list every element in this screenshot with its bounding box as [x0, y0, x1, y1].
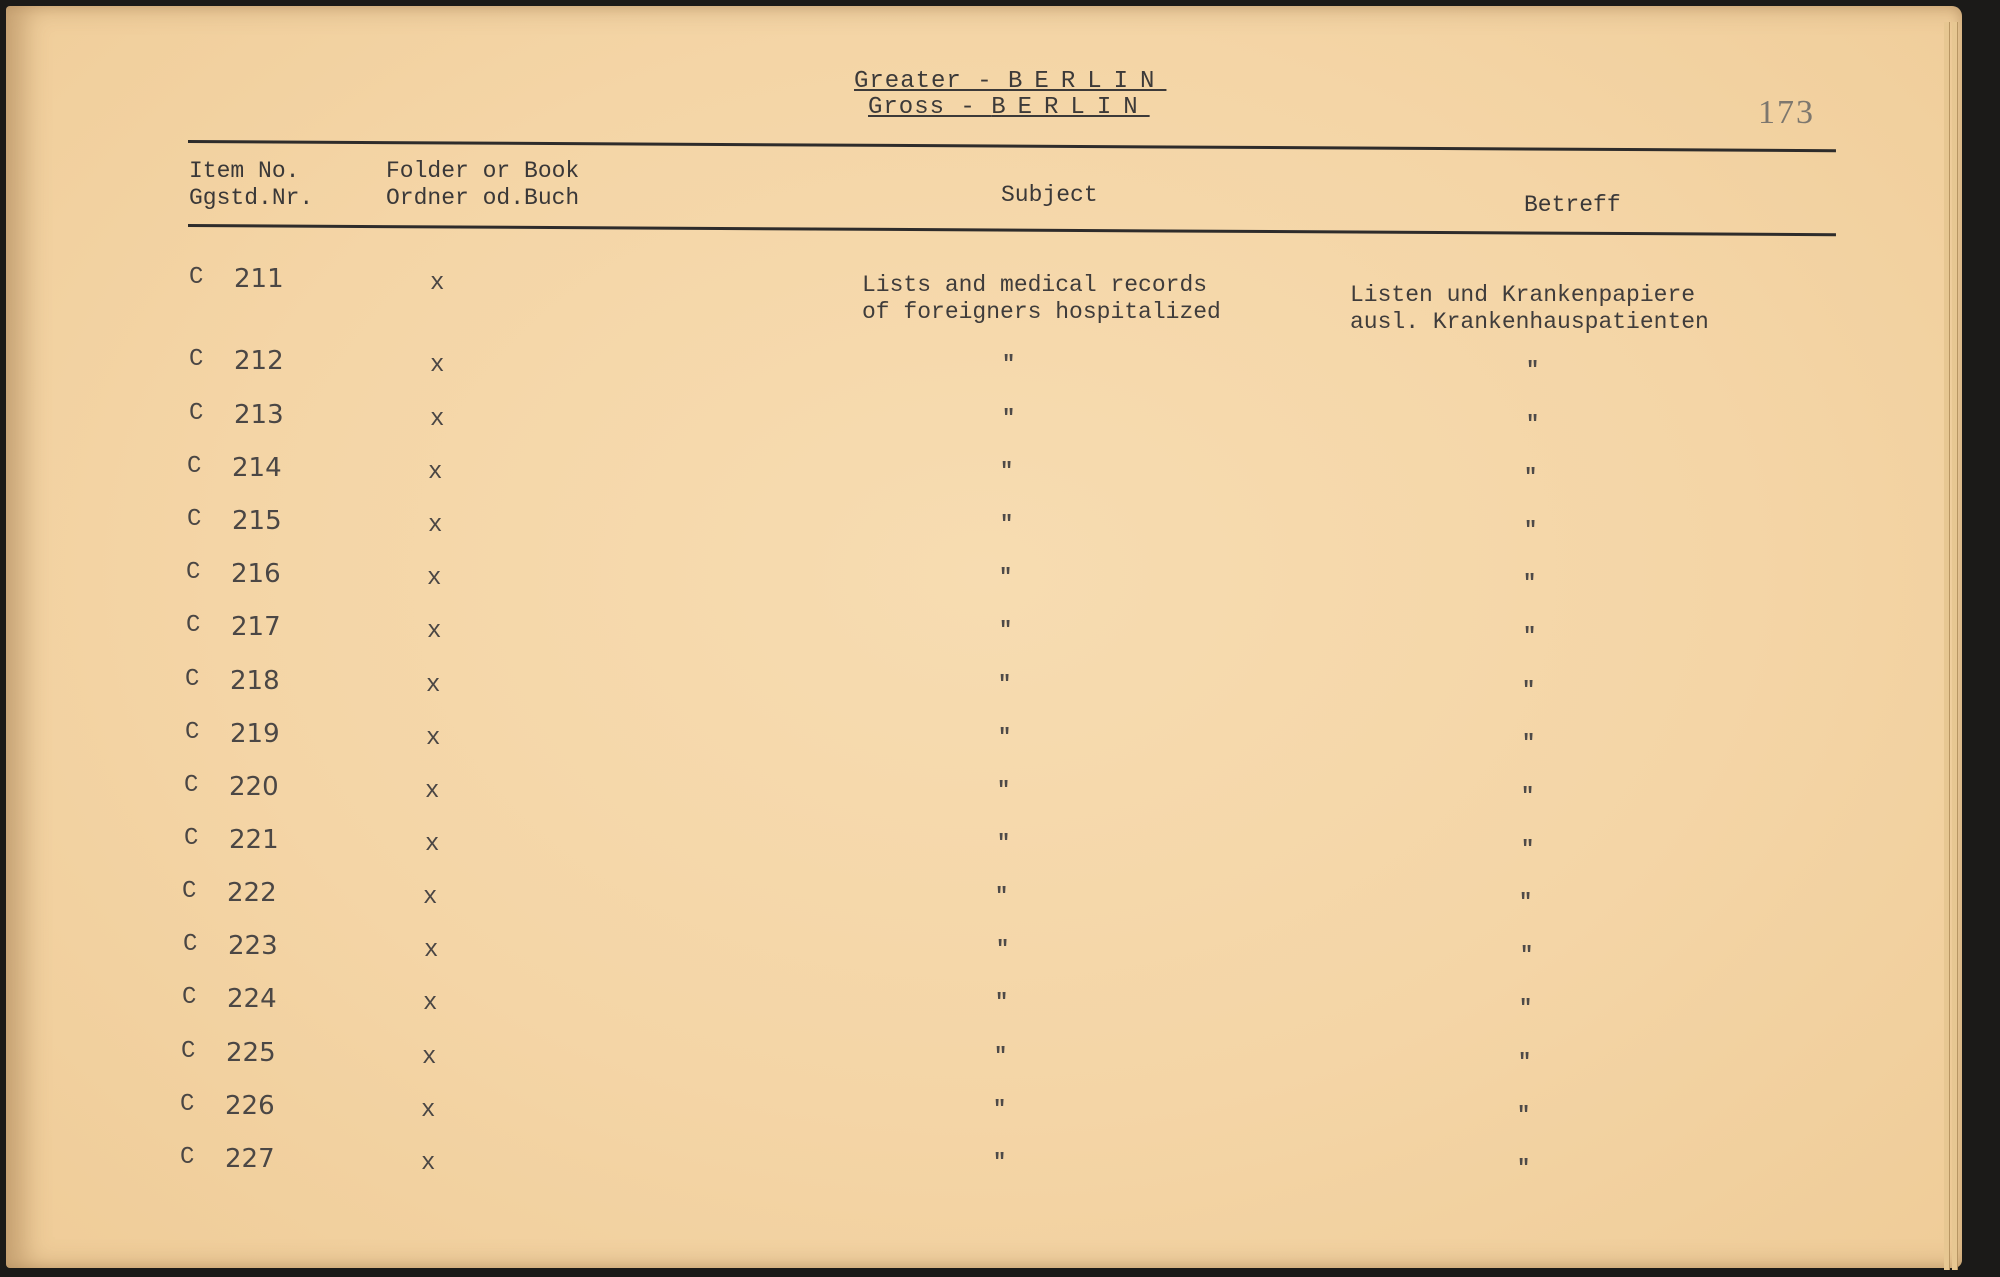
subject-ditto-mark: "	[995, 990, 1009, 1015]
subject-ditto-mark: "	[996, 937, 1010, 962]
betreff-ditto-mark: "	[1524, 518, 1538, 543]
item-number: 215	[232, 506, 282, 536]
item-number: 224	[227, 984, 277, 1014]
betreff-ditto-mark: "	[1520, 943, 1534, 968]
header-title-prefix: Greater -	[854, 68, 1009, 95]
item-number: 226	[225, 1091, 275, 1121]
header-title-city: BERLIN	[991, 94, 1150, 121]
item-prefix: C	[187, 506, 202, 533]
item-prefix: C	[180, 1091, 195, 1118]
folder-mark: x	[430, 406, 445, 433]
item-number: 216	[231, 559, 281, 589]
item-number: 219	[230, 719, 280, 749]
subject-ditto-mark: "	[997, 831, 1011, 856]
subject-ditto-mark: "	[999, 618, 1013, 643]
subject-ditto-mark: "	[993, 1150, 1007, 1175]
table-row	[6, 400, 1962, 440]
subject-ditto-mark: "	[997, 778, 1011, 803]
folder-mark: x	[425, 778, 440, 805]
betreff-ditto-mark: "	[1517, 1156, 1531, 1181]
folder-mark: x	[430, 352, 445, 379]
table-row	[0, 1144, 1953, 1184]
subject-ditto-mark: "	[998, 672, 1012, 697]
item-number: 223	[228, 931, 278, 961]
item-prefix: C	[189, 346, 204, 373]
table-row	[4, 453, 1960, 493]
betreff-ditto-mark: "	[1521, 784, 1535, 809]
item-number: 221	[229, 825, 279, 855]
subject-ditto-mark: "	[993, 1097, 1007, 1122]
item-number: 220	[229, 772, 279, 802]
header-title-german	[868, 94, 1150, 121]
header-title-english	[854, 68, 1166, 95]
subject-ditto-mark: "	[1002, 406, 1016, 431]
item-prefix: C	[185, 719, 200, 746]
item-prefix: C	[183, 931, 198, 958]
item-prefix: C	[186, 612, 201, 639]
betreff-ditto-mark: "	[1519, 890, 1533, 915]
folder-mark: x	[423, 990, 438, 1017]
betreff-ditto-mark: "	[1522, 678, 1536, 703]
folder-mark: x	[426, 672, 441, 699]
table-row	[1, 772, 1957, 812]
item-prefix: C	[186, 559, 201, 586]
item-prefix: C	[187, 453, 202, 480]
subject-ditto-mark: "	[1000, 512, 1014, 537]
betreff-description: Listen und Krankenpapiere ausl. Krankenhauspatienten	[1350, 282, 1709, 335]
table-row	[4, 506, 1960, 546]
item-prefix: C	[182, 984, 197, 1011]
column-header-folder: Folder or Book Ordner od.Buch	[386, 158, 580, 211]
folder-mark: x	[421, 1097, 436, 1124]
item-number: 212	[234, 346, 284, 376]
betreff-ditto-mark: "	[1521, 837, 1535, 862]
subject-ditto-mark: "	[1002, 352, 1016, 377]
betreff-ditto-mark: "	[1518, 1050, 1532, 1075]
column-header-item-no: Item No. Ggstd.Nr.	[189, 158, 314, 211]
table-row	[0, 984, 1955, 1024]
item-prefix: C	[184, 825, 199, 852]
column-header-betreff: Betreff	[1524, 192, 1621, 218]
folder-mark: x	[421, 1150, 436, 1177]
header-title-prefix: Gross -	[868, 94, 992, 121]
item-number: 211	[234, 264, 284, 294]
betreff-ditto-mark: "	[1517, 1103, 1531, 1128]
folder-mark: x	[428, 512, 443, 539]
table-row	[0, 1038, 1954, 1078]
betreff-ditto-mark: "	[1522, 731, 1536, 756]
subject-ditto-mark: "	[995, 884, 1009, 909]
betreff-ditto-mark: "	[1523, 571, 1537, 596]
subject-ditto-mark: "	[1000, 459, 1014, 484]
item-prefix: C	[184, 772, 199, 799]
table-row	[2, 666, 1958, 706]
subject-ditto-mark: "	[999, 565, 1013, 590]
table-row	[0, 931, 1956, 971]
item-prefix: C	[181, 1038, 196, 1065]
betreff-ditto-mark: "	[1526, 412, 1540, 437]
betreff-ditto-mark: "	[1523, 624, 1537, 649]
item-number: 213	[234, 400, 284, 430]
item-number: 218	[230, 666, 280, 696]
page-number: 173	[1758, 94, 1815, 131]
subject-ditto-mark: "	[998, 725, 1012, 750]
folder-mark: x	[423, 884, 438, 911]
item-prefix: C	[180, 1144, 195, 1171]
table-row	[1, 825, 1957, 865]
item-number: 222	[227, 878, 277, 908]
folder-mark: x	[428, 459, 443, 486]
betreff-ditto-mark: "	[1524, 465, 1538, 490]
folder-mark: x	[426, 725, 441, 752]
header-bottom-rule	[188, 224, 1836, 236]
table-row	[2, 719, 1958, 759]
folder-mark: x	[422, 1044, 437, 1071]
item-number: 214	[232, 453, 282, 483]
table-row	[3, 612, 1959, 652]
item-number: 225	[226, 1038, 276, 1068]
folder-mark: x	[425, 831, 440, 858]
header-title-city: BERLIN	[1008, 68, 1167, 95]
betreff-ditto-mark: "	[1526, 358, 1540, 383]
item-prefix: C	[189, 400, 204, 427]
item-number: 227	[225, 1144, 275, 1174]
table-row	[6, 346, 1962, 386]
item-number: 217	[231, 612, 281, 642]
subject-ditto-mark: "	[994, 1044, 1008, 1069]
table-row	[0, 1091, 1953, 1131]
folder-mark: x	[427, 618, 442, 645]
table-row	[3, 559, 1959, 599]
item-prefix: C	[182, 878, 197, 905]
folder-mark: x	[424, 937, 439, 964]
table-row	[0, 878, 1955, 918]
document-page	[6, 6, 1962, 1268]
subject-description: Lists and medical records of foreigners hospitalized	[862, 272, 1221, 325]
betreff-ditto-mark: "	[1519, 996, 1533, 1021]
folder-mark: x	[430, 270, 445, 297]
column-header-subject: Subject	[1001, 182, 1098, 208]
top-rule	[188, 140, 1836, 152]
item-prefix: C	[189, 264, 204, 291]
folder-mark: x	[427, 565, 442, 592]
item-prefix: C	[185, 666, 200, 693]
